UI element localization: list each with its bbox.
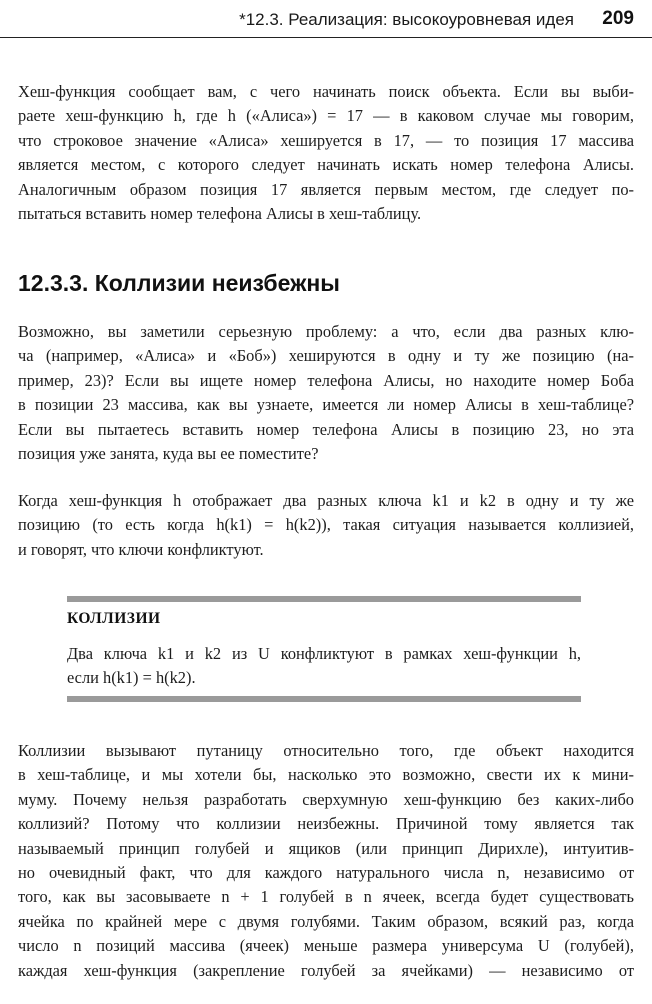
text-line: позицию (то есть когда h(k1) = h(k2)), такая ситуация называется коллизией, (18, 515, 634, 535)
text-line: раете хеш-функцию h, где h («Алиса») = 17 — в каковом случае мы говорим, (18, 106, 634, 126)
text-line: Хеш-функция сообщает вам, с чего начинать поиск объекта. Если вы выби- (18, 82, 634, 101)
text-line: называемый принцип голубей и ящиков (или принцип Дирихле), интуитив- (18, 838, 634, 858)
section-heading: 12.3.3. Коллизии неизбежны (18, 270, 340, 296)
text-line: позиция уже занята, куда вы ее поместите? (18, 444, 319, 464)
text-line: Два ключа k1 и k2 из U конфликтуют в рамках хеш-функции h, (67, 644, 581, 663)
text-line: ча (например, «Алиса» и «Боб») хешируются в одну и ту же позицию (на- (18, 346, 634, 366)
text-line: Когда хеш-функция h отображает два разных ключа k1 и k2 в одну и ту же (18, 491, 634, 510)
paragraph-collision-definition (18, 489, 634, 562)
text-line: число n позиций массива (ячеек) меньше размера универсума U (голубей), (18, 936, 634, 956)
text-line: пример, 23)? Если вы ищете номер телефона Алисы, но находите номер Боба (18, 370, 634, 390)
page-number: 209 (602, 8, 634, 29)
text-line: и говорят, что ключи конфликтуют. (18, 539, 264, 559)
text-line: коллизий? Потому что коллизии неизбежны. Причиной тому является так (18, 814, 634, 834)
text-line: Возможно, вы заметили серьезную проблему: а что, если два разных клю- (18, 322, 634, 341)
text-line: если h(k1) = h(k2). (67, 668, 196, 687)
definition-box-body (67, 642, 581, 690)
paragraph-pigeonhole (18, 739, 634, 983)
text-line: Если вы пытаетесь вставить номер телефона Алисы в позицию 23, но эта (18, 419, 634, 439)
text-line: Коллизии вызывают путаницу относительно того, где объект находится (18, 741, 634, 760)
text-line: в позиции 23 массива, как вы узнаете, имеется ли номер Алисы в хеш-таблице? (18, 395, 634, 415)
text-line: но очевидный факт, что для каждого натурального числа n, независимо от (18, 863, 634, 883)
text-line: каждая хеш-функция (закрепление голубей за ячейками) — независимо от (18, 960, 634, 980)
text-line: в хеш-таблице, и мы хотели бы, насколько это возможно, свести их к мини- (18, 765, 634, 785)
paragraph-hash-start (18, 80, 634, 226)
running-header (0, 0, 652, 38)
text-line: является местом, с которого следует начинать искать номер телефона Алисы. (18, 155, 634, 175)
text-line: того, как вы засовываете n + 1 голубей в n ячеек, всегда будет существовать (18, 887, 634, 907)
definition-box (67, 596, 581, 703)
definition-box-title: КОЛЛИЗИИ (67, 610, 161, 627)
definition-box-bottom-bar (67, 696, 581, 702)
text-line: муму. Почему нельзя разработать сверхумную хеш-функцию без каких-либо (18, 789, 634, 809)
text-line: пытаться вставить номер телефона Алисы в хеш-таблицу. (18, 204, 422, 224)
text-line: ячейка по крайней мере с двумя голубями. Таким образом, всякий раз, когда (18, 911, 634, 931)
definition-box-top-bar (67, 596, 581, 602)
running-title: *12.3. Реализация: высокоуровневая идея (239, 10, 574, 29)
paragraph-problem (18, 320, 634, 466)
text-line: что строковое значение «Алиса» хешируется в 17, — то позиция 17 массива (18, 130, 634, 150)
text-line: Аналогичным образом позиция 17 является первым местом, где следует по- (18, 179, 634, 199)
